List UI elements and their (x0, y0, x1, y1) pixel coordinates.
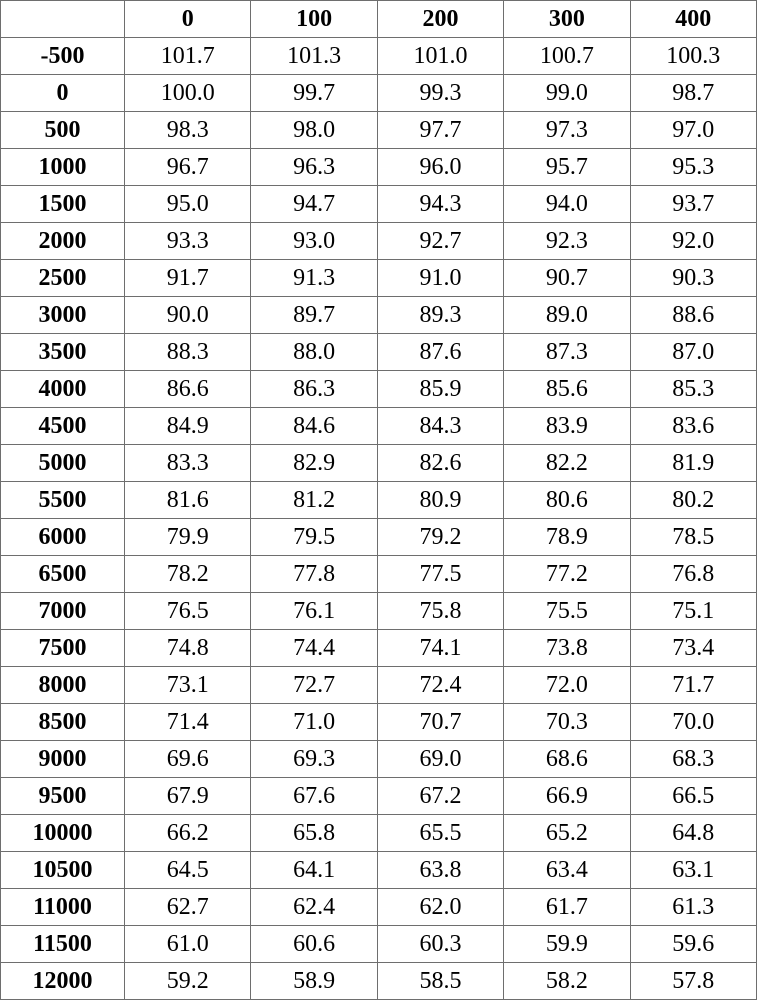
table-cell: 92.7 (377, 223, 503, 260)
table-cell: 85.3 (630, 371, 756, 408)
table-cell: 72.7 (251, 667, 377, 704)
table-cell: 63.4 (504, 852, 630, 889)
table-cell: 69.3 (251, 741, 377, 778)
table-cell: 101.3 (251, 38, 377, 75)
table-cell: 77.2 (504, 556, 630, 593)
table-row (1, 704, 757, 741)
table-cell: 74.4 (251, 630, 377, 667)
table-cell: 88.3 (125, 334, 251, 371)
table-cell: 70.3 (504, 704, 630, 741)
table-cell: 73.8 (504, 630, 630, 667)
table-cell: 71.4 (125, 704, 251, 741)
table-cell: 100.0 (125, 75, 251, 112)
table-cell: 75.8 (377, 593, 503, 630)
table-cell: 79.2 (377, 519, 503, 556)
row-header: 1500 (1, 186, 125, 223)
table-cell: 64.5 (125, 852, 251, 889)
table-cell: 77.5 (377, 556, 503, 593)
table-cell: 59.6 (630, 926, 756, 963)
table-row (1, 223, 757, 260)
column-header: 100 (251, 1, 377, 38)
table-row (1, 778, 757, 815)
header-row (1, 1, 757, 38)
table-cell: 68.6 (504, 741, 630, 778)
row-header: 5000 (1, 445, 125, 482)
table-cell: 69.6 (125, 741, 251, 778)
column-header: 0 (125, 1, 251, 38)
table-row (1, 556, 757, 593)
table-cell: 97.7 (377, 112, 503, 149)
table-cell: 59.9 (504, 926, 630, 963)
table-cell: 85.6 (504, 371, 630, 408)
table-cell: 98.7 (630, 75, 756, 112)
table-cell: 68.3 (630, 741, 756, 778)
table-cell: 87.6 (377, 334, 503, 371)
table-cell: 62.0 (377, 889, 503, 926)
table-cell: 71.7 (630, 667, 756, 704)
table-cell: 92.3 (504, 223, 630, 260)
table-cell: 84.3 (377, 408, 503, 445)
row-header: 8000 (1, 667, 125, 704)
table-cell: 93.0 (251, 223, 377, 260)
table-cell: 74.1 (377, 630, 503, 667)
table-cell: 73.4 (630, 630, 756, 667)
row-header: 4000 (1, 371, 125, 408)
table-cell: 88.0 (251, 334, 377, 371)
row-header: 3500 (1, 334, 125, 371)
row-header: -500 (1, 38, 125, 75)
row-header: 11000 (1, 889, 125, 926)
table-cell: 83.3 (125, 445, 251, 482)
table-row (1, 75, 757, 112)
table-row (1, 112, 757, 149)
table-cell: 60.6 (251, 926, 377, 963)
table-cell: 84.9 (125, 408, 251, 445)
table-row (1, 445, 757, 482)
table-row (1, 186, 757, 223)
table-cell: 96.7 (125, 149, 251, 186)
table-row (1, 371, 757, 408)
table-cell: 92.0 (630, 223, 756, 260)
table-cell: 70.7 (377, 704, 503, 741)
row-header: 0 (1, 75, 125, 112)
table-cell: 82.6 (377, 445, 503, 482)
row-header: 6500 (1, 556, 125, 593)
table-cell: 75.5 (504, 593, 630, 630)
row-header: 4500 (1, 408, 125, 445)
table-row (1, 667, 757, 704)
table-row (1, 926, 757, 963)
table-cell: 101.7 (125, 38, 251, 75)
table-row (1, 334, 757, 371)
table-row (1, 852, 757, 889)
row-header: 3000 (1, 297, 125, 334)
row-header: 10500 (1, 852, 125, 889)
row-header: 6000 (1, 519, 125, 556)
table-cell: 93.7 (630, 186, 756, 223)
table-cell: 59.2 (125, 963, 251, 1000)
column-header: 400 (630, 1, 756, 38)
table-cell: 61.3 (630, 889, 756, 926)
table-cell: 71.0 (251, 704, 377, 741)
table-cell: 81.9 (630, 445, 756, 482)
column-header: 300 (504, 1, 630, 38)
row-header: 9500 (1, 778, 125, 815)
table-cell: 77.8 (251, 556, 377, 593)
table-cell: 78.2 (125, 556, 251, 593)
table-cell: 93.3 (125, 223, 251, 260)
table-cell: 98.0 (251, 112, 377, 149)
table-cell: 65.8 (251, 815, 377, 852)
table-cell: 91.3 (251, 260, 377, 297)
table-cell: 85.9 (377, 371, 503, 408)
row-header: 9000 (1, 741, 125, 778)
table-cell: 95.0 (125, 186, 251, 223)
corner-cell (1, 1, 125, 38)
table-cell: 76.8 (630, 556, 756, 593)
table-cell: 65.2 (504, 815, 630, 852)
table-cell: 96.3 (251, 149, 377, 186)
table-cell: 94.7 (251, 186, 377, 223)
table-cell: 60.3 (377, 926, 503, 963)
table-cell: 83.9 (504, 408, 630, 445)
table-cell: 80.2 (630, 482, 756, 519)
table-cell: 94.0 (504, 186, 630, 223)
table-cell: 67.2 (377, 778, 503, 815)
table-row (1, 741, 757, 778)
row-header: 8500 (1, 704, 125, 741)
table-cell: 100.3 (630, 38, 756, 75)
table-cell: 99.0 (504, 75, 630, 112)
table-cell: 82.9 (251, 445, 377, 482)
table-cell: 58.2 (504, 963, 630, 1000)
table-cell: 90.0 (125, 297, 251, 334)
table-cell: 76.1 (251, 593, 377, 630)
table-cell: 75.1 (630, 593, 756, 630)
table-cell: 78.5 (630, 519, 756, 556)
table-cell: 69.0 (377, 741, 503, 778)
table-row (1, 260, 757, 297)
table-cell: 99.7 (251, 75, 377, 112)
table-cell: 62.7 (125, 889, 251, 926)
table-row (1, 630, 757, 667)
table-row (1, 519, 757, 556)
table-cell: 61.0 (125, 926, 251, 963)
row-header: 2000 (1, 223, 125, 260)
table-header (1, 1, 757, 38)
table-cell: 78.9 (504, 519, 630, 556)
table-cell: 86.6 (125, 371, 251, 408)
table-cell: 58.9 (251, 963, 377, 1000)
table-cell: 97.3 (504, 112, 630, 149)
table-cell: 80.9 (377, 482, 503, 519)
table-row (1, 593, 757, 630)
table-cell: 72.4 (377, 667, 503, 704)
table-cell: 95.3 (630, 149, 756, 186)
row-header: 500 (1, 112, 125, 149)
table-cell: 87.3 (504, 334, 630, 371)
table-cell: 74.8 (125, 630, 251, 667)
table-cell: 83.6 (630, 408, 756, 445)
row-header: 2500 (1, 260, 125, 297)
table-cell: 64.8 (630, 815, 756, 852)
table-cell: 89.7 (251, 297, 377, 334)
table-cell: 62.4 (251, 889, 377, 926)
table-cell: 80.6 (504, 482, 630, 519)
table-cell: 94.3 (377, 186, 503, 223)
table-cell: 81.2 (251, 482, 377, 519)
table-cell: 58.5 (377, 963, 503, 1000)
row-header: 5500 (1, 482, 125, 519)
table-cell: 76.5 (125, 593, 251, 630)
table-cell: 95.7 (504, 149, 630, 186)
table-cell: 72.0 (504, 667, 630, 704)
table-row (1, 149, 757, 186)
table-row (1, 408, 757, 445)
table-cell: 90.7 (504, 260, 630, 297)
row-header: 7500 (1, 630, 125, 667)
table-cell: 66.5 (630, 778, 756, 815)
table-cell: 66.9 (504, 778, 630, 815)
row-header: 12000 (1, 963, 125, 1000)
table-cell: 79.5 (251, 519, 377, 556)
table-cell: 86.3 (251, 371, 377, 408)
table-cell: 100.7 (504, 38, 630, 75)
table-cell: 87.0 (630, 334, 756, 371)
table-cell: 84.6 (251, 408, 377, 445)
table-row (1, 963, 757, 1000)
table-cell: 67.6 (251, 778, 377, 815)
table-row (1, 482, 757, 519)
table-cell: 57.8 (630, 963, 756, 1000)
table-cell: 96.0 (377, 149, 503, 186)
row-header: 11500 (1, 926, 125, 963)
table-cell: 70.0 (630, 704, 756, 741)
row-header: 10000 (1, 815, 125, 852)
table-cell: 101.0 (377, 38, 503, 75)
table-cell: 82.2 (504, 445, 630, 482)
table-cell: 63.1 (630, 852, 756, 889)
table-cell: 99.3 (377, 75, 503, 112)
table-row (1, 38, 757, 75)
table-body (1, 38, 757, 1000)
table-cell: 65.5 (377, 815, 503, 852)
row-header: 1000 (1, 149, 125, 186)
table-cell: 97.0 (630, 112, 756, 149)
table-cell: 61.7 (504, 889, 630, 926)
table-cell: 64.1 (251, 852, 377, 889)
table-cell: 88.6 (630, 297, 756, 334)
table-cell: 73.1 (125, 667, 251, 704)
table-cell: 66.2 (125, 815, 251, 852)
table-row (1, 815, 757, 852)
table-cell: 91.7 (125, 260, 251, 297)
table-cell: 98.3 (125, 112, 251, 149)
table-cell: 90.3 (630, 260, 756, 297)
table-cell: 67.9 (125, 778, 251, 815)
table-cell: 81.6 (125, 482, 251, 519)
table-cell: 89.0 (504, 297, 630, 334)
row-header: 7000 (1, 593, 125, 630)
column-header: 200 (377, 1, 503, 38)
table-row (1, 889, 757, 926)
table-cell: 79.9 (125, 519, 251, 556)
table-cell: 89.3 (377, 297, 503, 334)
table-cell: 63.8 (377, 852, 503, 889)
table-cell: 91.0 (377, 260, 503, 297)
table-row (1, 297, 757, 334)
